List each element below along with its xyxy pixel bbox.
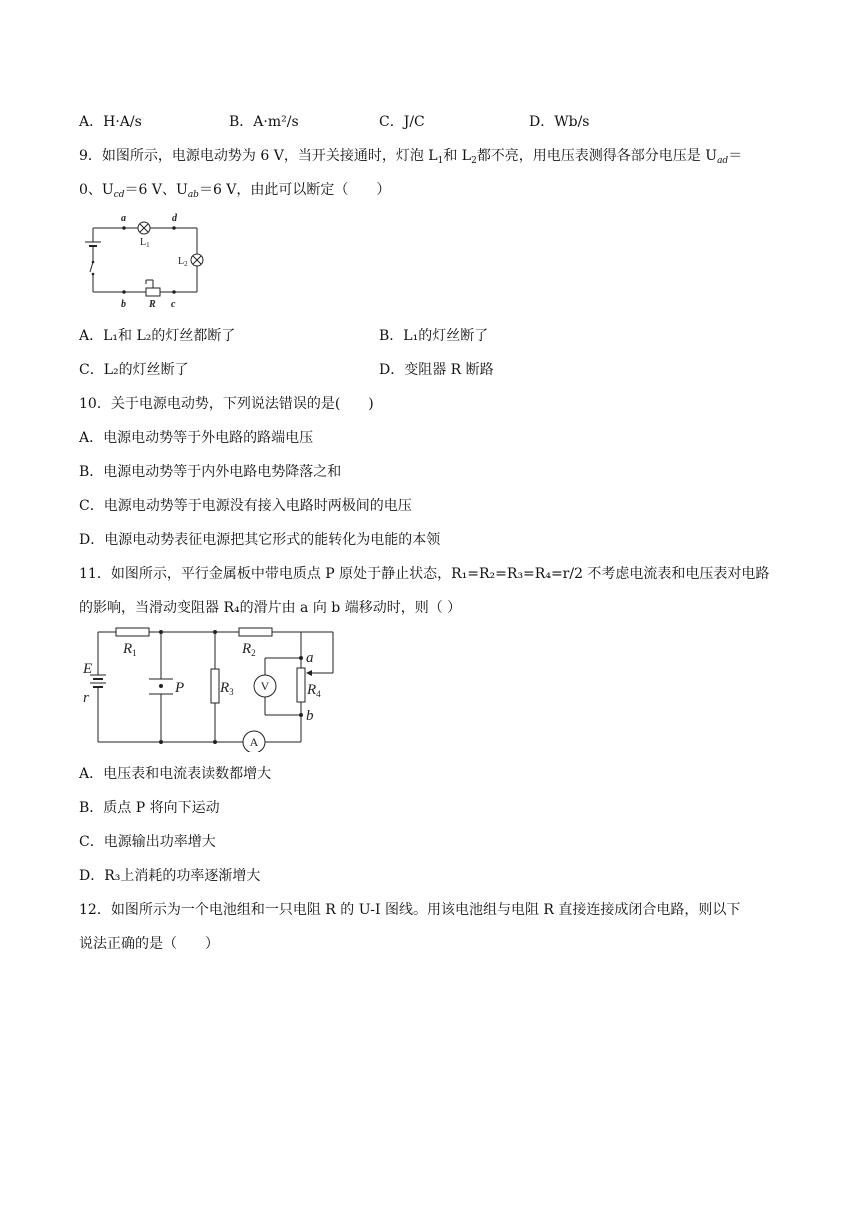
q12-stem-line1: 12．如图所示为一个电池组和一只电阻 R 的 U-I 图线。用该电池组与电阻 R 直接连接成闭合电路，则以下 [79,902,741,918]
q9-option-b: B．L₁的灯丝断了 [379,328,489,344]
label-p: P [175,680,185,696]
q11-option-b: B．质点 P 将向下运动 [79,800,220,816]
slider-arrow-icon [306,670,312,676]
q11-stem-line1: 11．如图所示，平行金属板中带电质点 P 原处于静止状态，R₁=R₂=R₃=R₄=r/2 不考虑电流表和电压表对电路 [79,566,770,582]
switch-symbol [90,262,93,272]
label-l2: $L_2$ [178,256,188,268]
q9-option-a: A．L₁和 L₂的灯丝都断了 [79,328,236,344]
q11-option-a: A．电压表和电流表读数都增大 [79,766,272,782]
resistor-r1-symbol [116,628,149,636]
label-b: b [121,299,126,310]
q11-option-c: C．电源输出功率增大 [79,834,216,850]
label-e: E [83,661,93,677]
q10-option-c: C．电源电动势等于电源没有接入电路时两极间的电压 [79,498,412,514]
q8-option-c: C．J/C [379,114,425,130]
label-a-terminal: a [306,650,314,666]
q8-option-a: A．H·A/s [79,114,142,130]
q11-stem-line2: 的影响，当滑动变阻器 R₄的滑片由 a 向 b 端移动时，则（ ） [79,600,462,616]
label-r4: $R_4$ [307,682,321,699]
q9-stem-line2: 0、$U_{cd}=6$ V、$U_{ab}=6$ V，由此可以断定（ ） [79,182,391,200]
q8-option-b: B．A·m²/s [229,114,299,130]
label-r-internal: r [83,690,89,706]
label-a: a [121,213,126,224]
label-r1: $R_1$ [123,641,137,658]
q9-option-d: D．变阻器 R 断路 [379,362,494,378]
voltmeter-label: V [260,679,270,693]
label-r: R [149,299,156,310]
q10-option-d: D．电源电动势表征电源把其它形式的能转化为电能的本领 [79,532,441,548]
q8-option-d: D．Wb/s [529,114,590,130]
q9-option-c: C．L₂的灯丝断了 [79,362,189,378]
resistor-r3-symbol [211,669,219,703]
rheostat-r-symbol [146,288,160,296]
q11-circuit-diagram [79,622,349,752]
q10-option-b: B．电源电动势等于内外电路电势降落之和 [79,464,342,480]
q10-stem: 10．关于电源电动势，下列说法错误的是( ) [79,396,374,412]
label-c: c [171,299,176,310]
q9-stem-line1: 9．如图所示，电源电动势为 6 V，当开关接通时，灯泡 $L_1$和 $L_2$都不亮，用电压表测得各部分电压是 $U_{ad}=$ [79,148,743,166]
ammeter-label: A [249,735,259,749]
label-d: d [172,213,177,224]
q11-option-d: D．R₃上消耗的功率逐渐增大 [79,868,261,884]
q10-option-a: A．电源电动势等于外电路的路端电压 [79,430,314,446]
label-b-terminal: b [306,708,314,724]
label-r2: $R_2$ [242,641,256,658]
resistor-r2-symbol [239,628,272,636]
rheostat-r4-symbol [297,668,305,702]
label-r3: $R_3$ [220,680,234,697]
label-l1: $L_1$ [140,237,150,249]
q12-stem-line2: 说法正确的是（ ） [79,936,219,952]
q9-circuit-diagram [79,208,219,313]
